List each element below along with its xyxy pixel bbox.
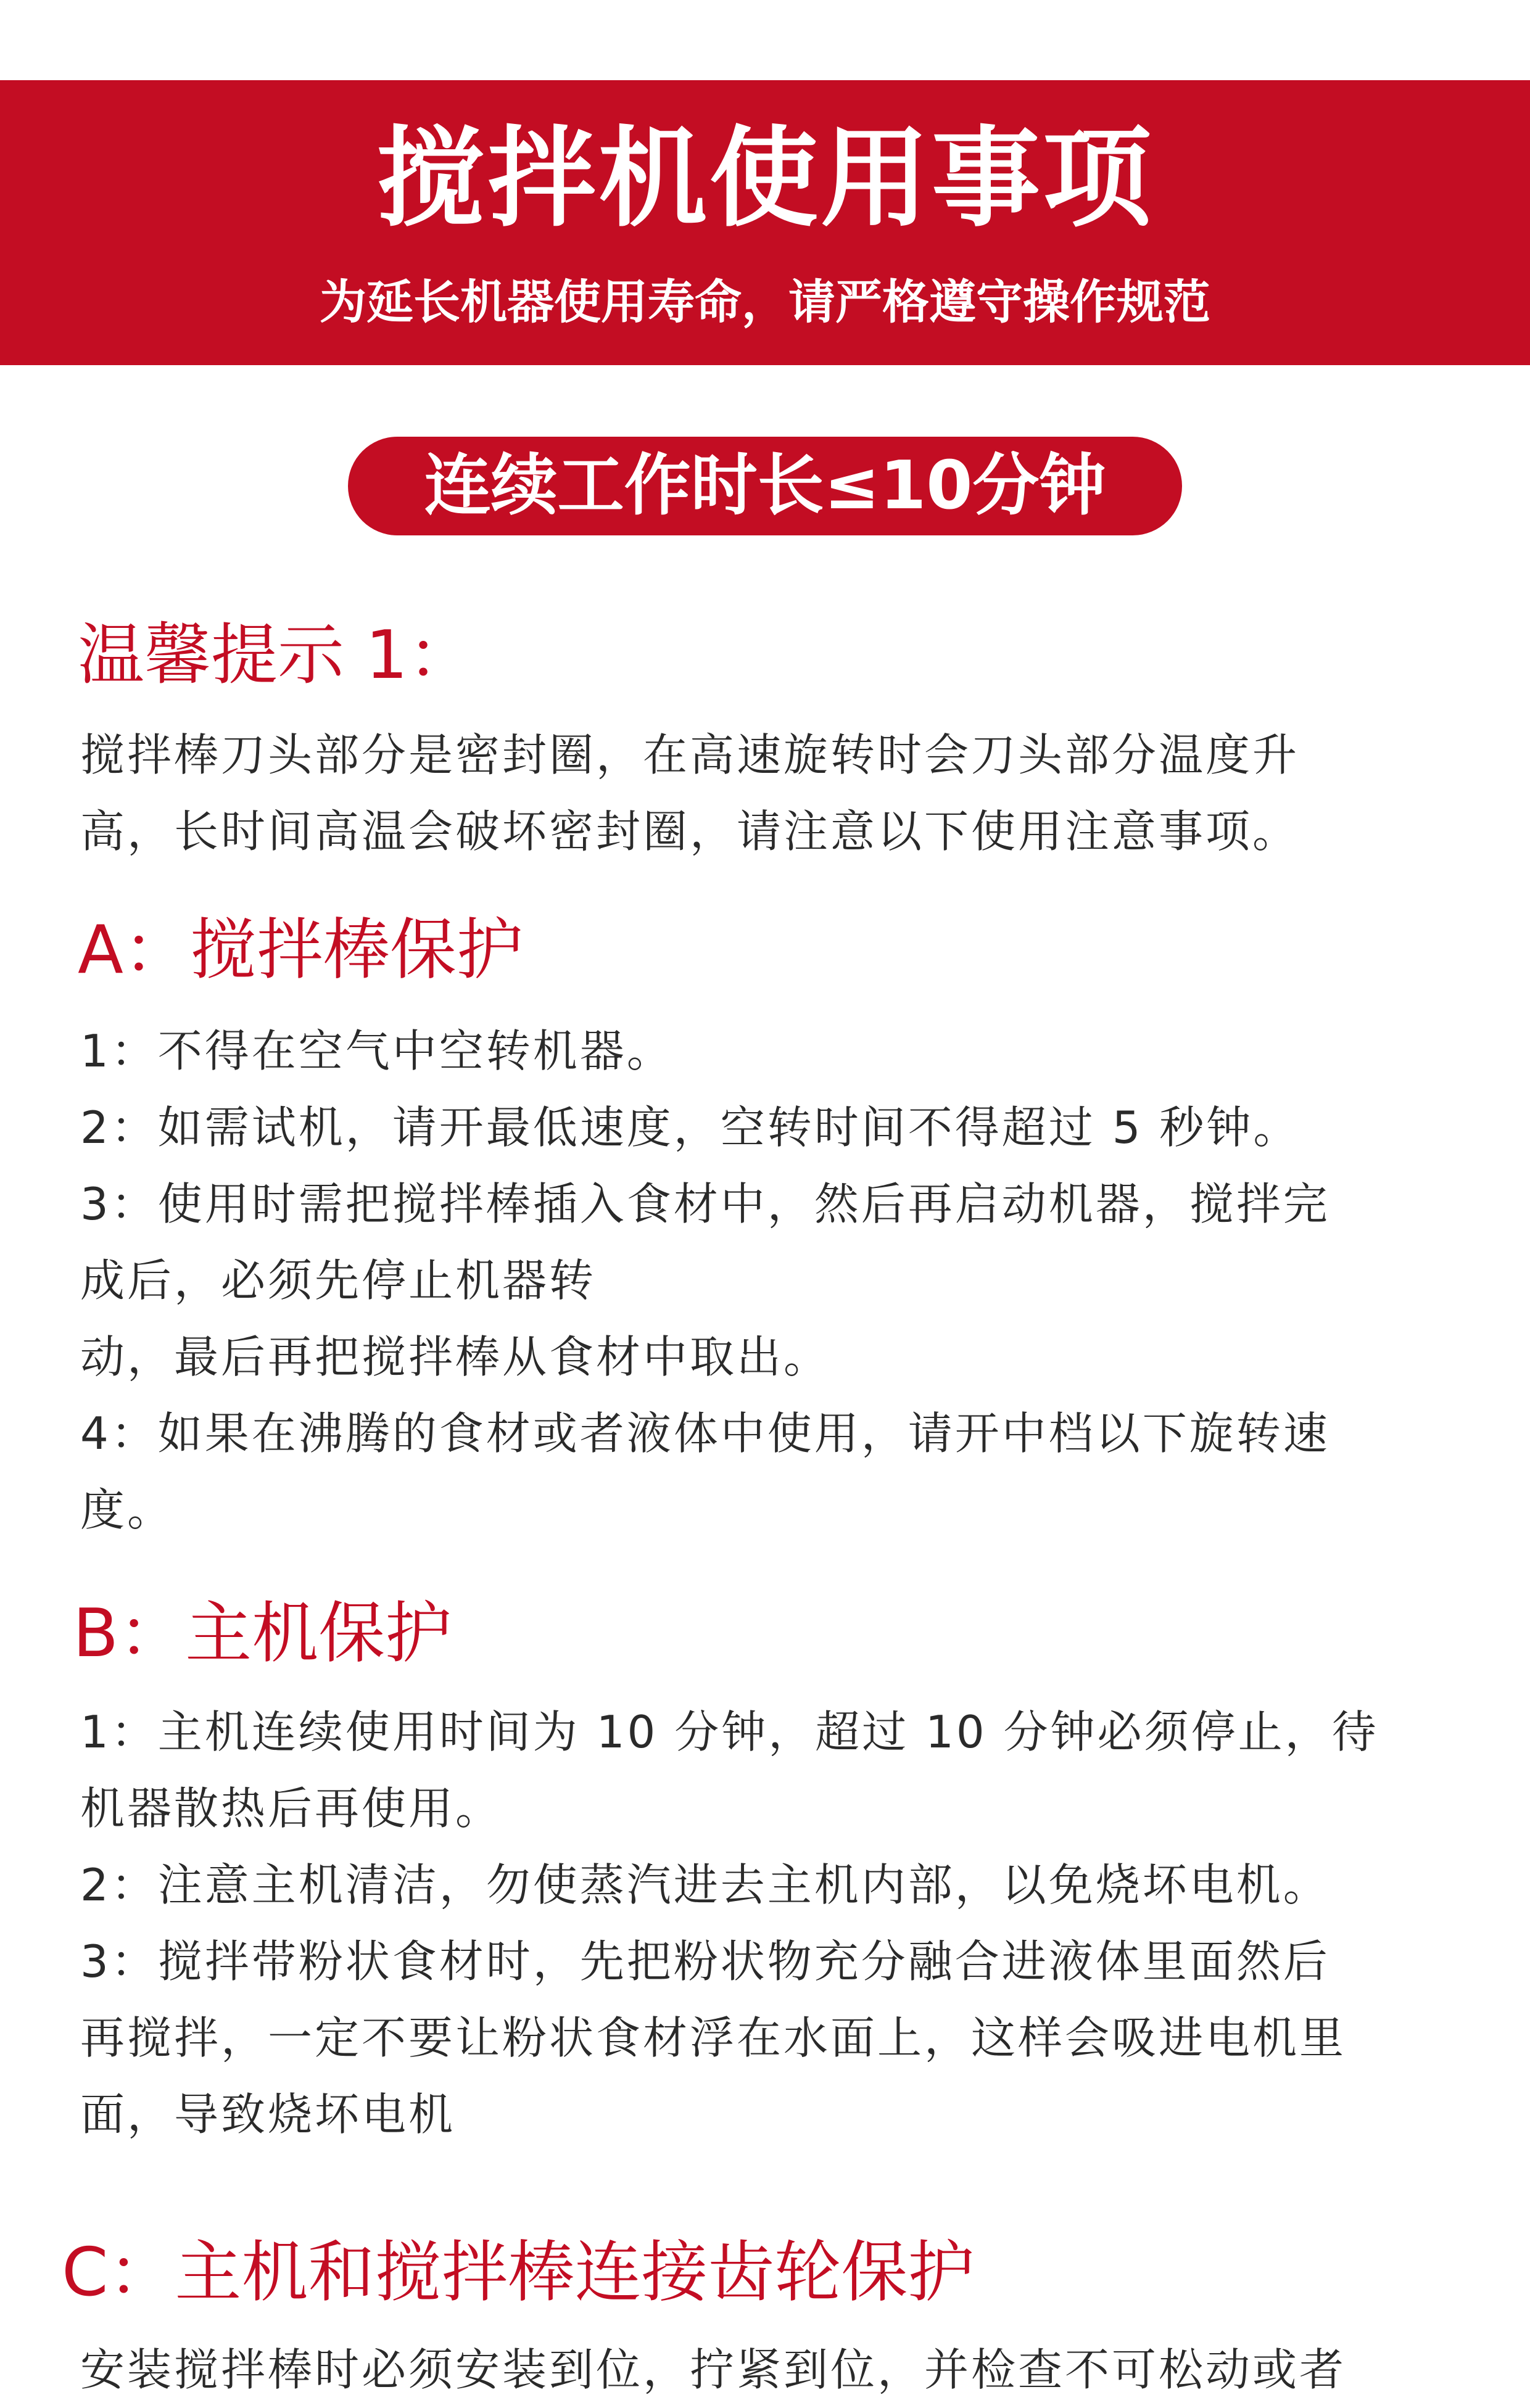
tip-line: 搅拌棒刀头部分是密封圈，在高速旋转时会刀头部分温度升 bbox=[80, 729, 1300, 781]
section-a-paragraph bbox=[80, 1013, 1468, 1548]
tip-line: 高，长时间高温会破坏密封圈，请注意以下使用注意事项。 bbox=[80, 806, 1300, 857]
section-a-line: 动，最后再把搅拌棒从食材中取出。 bbox=[80, 1331, 831, 1383]
tip-paragraph bbox=[80, 717, 1468, 870]
section-a-heading: A：搅拌棒保护 bbox=[78, 912, 523, 989]
section-c-line: 安装搅拌棒时必须安装到位，拧紧到位，并检查不可松动或者 bbox=[80, 2344, 1347, 2396]
section-b-line: 1：主机连续使用时间为 10 分钟，超过 10 分钟必须停止，待 bbox=[80, 1706, 1379, 1758]
section-a-line: 1：不得在空气中空转机器。 bbox=[80, 1025, 674, 1077]
section-a-line: 3：使用时需把搅拌棒插入食材中，然后再启动机器，搅拌完 bbox=[80, 1178, 1330, 1230]
section-a-line: 成后，必须先停止机器转 bbox=[80, 1255, 597, 1306]
section-b-line: 面，导致烧坏电机 bbox=[80, 2088, 456, 2140]
section-b-heading: B：主机保护 bbox=[73, 1595, 452, 1672]
page-title: 搅拌机使用事项 bbox=[376, 115, 1154, 242]
section-c-heading: C：主机和搅拌棒连接齿轮保护 bbox=[62, 2234, 975, 2311]
section-b-line: 2：注意主机清洁，勿使蒸汽进去主机内部，以免烧坏电机。 bbox=[80, 1859, 1330, 1911]
section-b-line: 3：搅拌带粉状食材时，先把粉状物充分融合进液体里面然后 bbox=[80, 1936, 1330, 1987]
duration-notice-badge: 连续工作时长≤10分钟 bbox=[348, 437, 1182, 535]
tip-heading: 温馨提示 1： bbox=[78, 617, 475, 694]
section-c-paragraph bbox=[80, 2332, 1468, 2408]
section-a-line: 度。 bbox=[80, 1484, 175, 1536]
section-b-line: 机器散热后再使用。 bbox=[80, 1783, 503, 1834]
section-a-line: 4：如果在沸腾的食材或者液体中使用，请开中档以下旋转速 bbox=[80, 1408, 1330, 1459]
section-a-line: 2：如需试机，请开最低速度，空转时间不得超过 5 秒钟。 bbox=[80, 1102, 1300, 1153]
section-b-paragraph bbox=[80, 1694, 1468, 2153]
section-b-line: 再搅拌，一定不要让粉状食材浮在水面上，这样会吸进电机里 bbox=[80, 2012, 1347, 2064]
page-subtitle: 为延长机器使用寿命，请严格遵守操作规范 bbox=[320, 274, 1210, 329]
